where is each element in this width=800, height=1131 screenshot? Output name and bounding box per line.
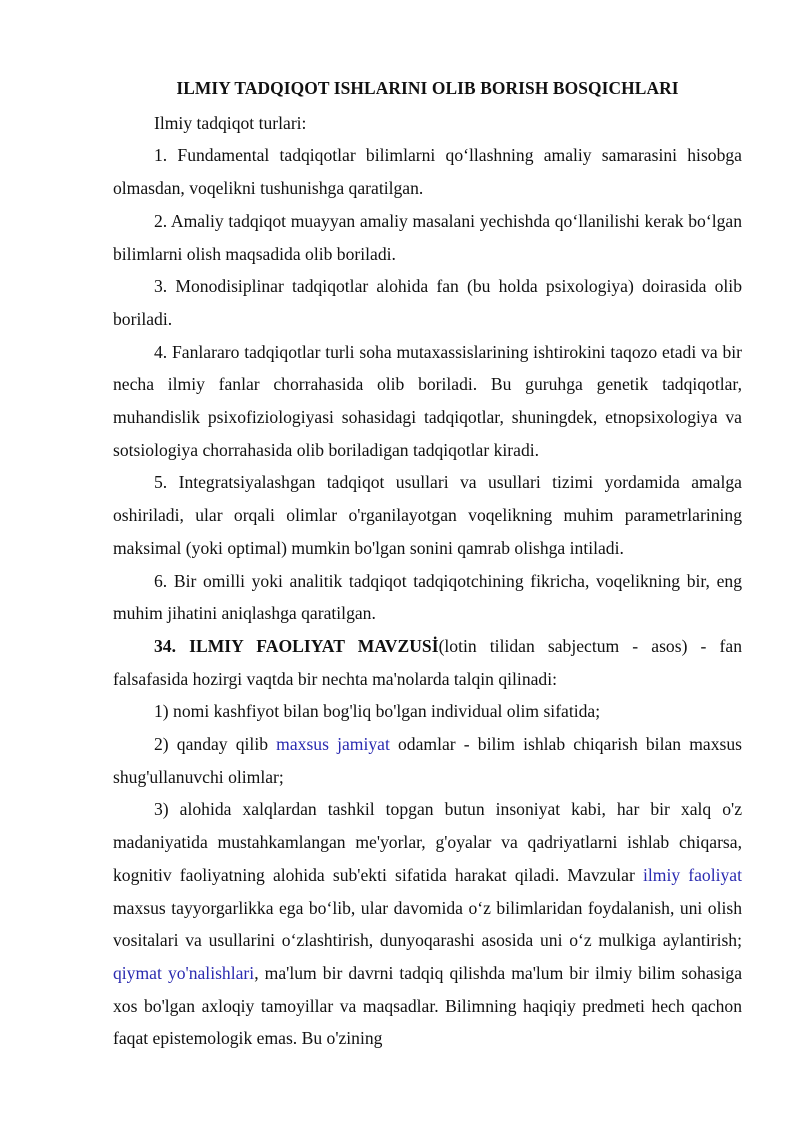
meaning-item-2 — [113, 728, 742, 793]
meaning-item-3 — [113, 793, 742, 1055]
type-paragraph-2: 2. Amaliy tadqiqot muayyan amaliy masalani yechishda qo‘llanilishi kerak bo‘lgan bilimlarni olish maqsadida olib boriladi. — [113, 210, 742, 264]
item-3-text-part-1: 3) alohida xalqlardan tashkil topgan butun insoniyat kabi, har bir xalq o'z madaniyatida mustahkamlangan me'yorlar, g'oyalar va qadriyatlarni ishlab chiqarsa, kognitiv faoliyatning alohida sub'ekti sifatida harakat qiladi. Mavzular — [113, 799, 742, 885]
item-3-text-part-2: maxsus tayyorgarlikka ega bo‘lib, ular davomida o‘z bilimlaridan foydalanish, uni olish vositalari va usullarini o‘zlashtirish, dunyoqarashi asosida uni o‘z mulkiga aylantirish; — [113, 897, 742, 951]
link-ilmiy-faoliyat[interactable]: ilmiy faoliyat — [642, 864, 743, 885]
type-paragraph-5: 5. Integratsiyalashgan tadqiqot usullari va usullari tizimi yordamida amalga oshiriladi, ular orqali olimlar o'rganilayotgan voqelikning muhim parametrlarining maksimal (yoki optimal) mumkin bo'lgan sonini qamrab olishga intiladi. — [113, 472, 742, 558]
item-3-text-part-3: , ma'lum bir davrni tadqiq qilishda ma'lum bir ilmiy bilim sohasiga xos bo'lgan axloqiy tamoyillar va maqsadlar. Bilimning haqiqiy predmeti hech qachon faqat epistemologik emas. Bu o'zining — [113, 962, 743, 1049]
item-2-text-before: 2) qanday qilib — [154, 734, 277, 755]
section-34-paragraph — [113, 630, 742, 695]
type-paragraph-4: 4. Fanlararo tadqiqotlar turli soha mutaxassislarining ishtirokini taqozo etadi va bir necha ilmiy fanlar chorrahasida olib boriladi. Bu guruhga genetik tadqiqotlar, muhandislik psixofiziologiyasi sohasidagi tadqiqotlar, shuningdek, etnopsixologiya va sotsiologiya chorrahasida olib boriladigan tadqiqotlar kiradi. — [113, 341, 742, 460]
section-34-text: (lotin tilidan sabjectum - asos) - fan falsafasida hozirgi vaqtda bir nechta ma'nolarda talqin qilinadi: — [113, 635, 742, 689]
type-paragraph-1: 1. Fundamental tadqiqotlar bilimlarni qo‘llashning amaliy samarasini hisobga olmasdan, voqelikni tushunishga qaratilgan. — [113, 145, 742, 199]
link-qiymat-yonalishlari[interactable]: qiymat yo'nalishlari — [113, 962, 255, 983]
item-2-text-after: odamlar - bilim ishlab chiqarish bilan maxsus shug'ullanuvchi olimlar; — [113, 734, 742, 787]
type-paragraph-3: 3. Monodisiplinar tadqiqotlar alohida fan (bu holda psixologiya) doirasida olib boriladi. — [113, 276, 742, 329]
type-paragraph-6: 6. Bir omilli yoki analitik tadqiqot tadqiqotchining fikricha, voqelikning bir, eng muhim jihatini aniqlashga qaratilgan. — [113, 570, 742, 624]
page-title: ILMIY TADQIQOT ISHLARINI OLIB BORISH BOSQICHLARI — [176, 78, 679, 98]
meaning-item-1: 1) nomi kashfiyot bilan bog'liq bo'lgan individual olim sifatida; — [154, 701, 601, 722]
intro-paragraph: Ilmiy tadqiqot turlari: — [154, 112, 307, 133]
document-page — [113, 72, 742, 1055]
link-maxsus-jamiyat[interactable]: maxsus jamiyat — [276, 734, 390, 755]
section-34-heading: 34. ILMIY FAOLIYAT MAVZUSİ — [154, 635, 439, 656]
